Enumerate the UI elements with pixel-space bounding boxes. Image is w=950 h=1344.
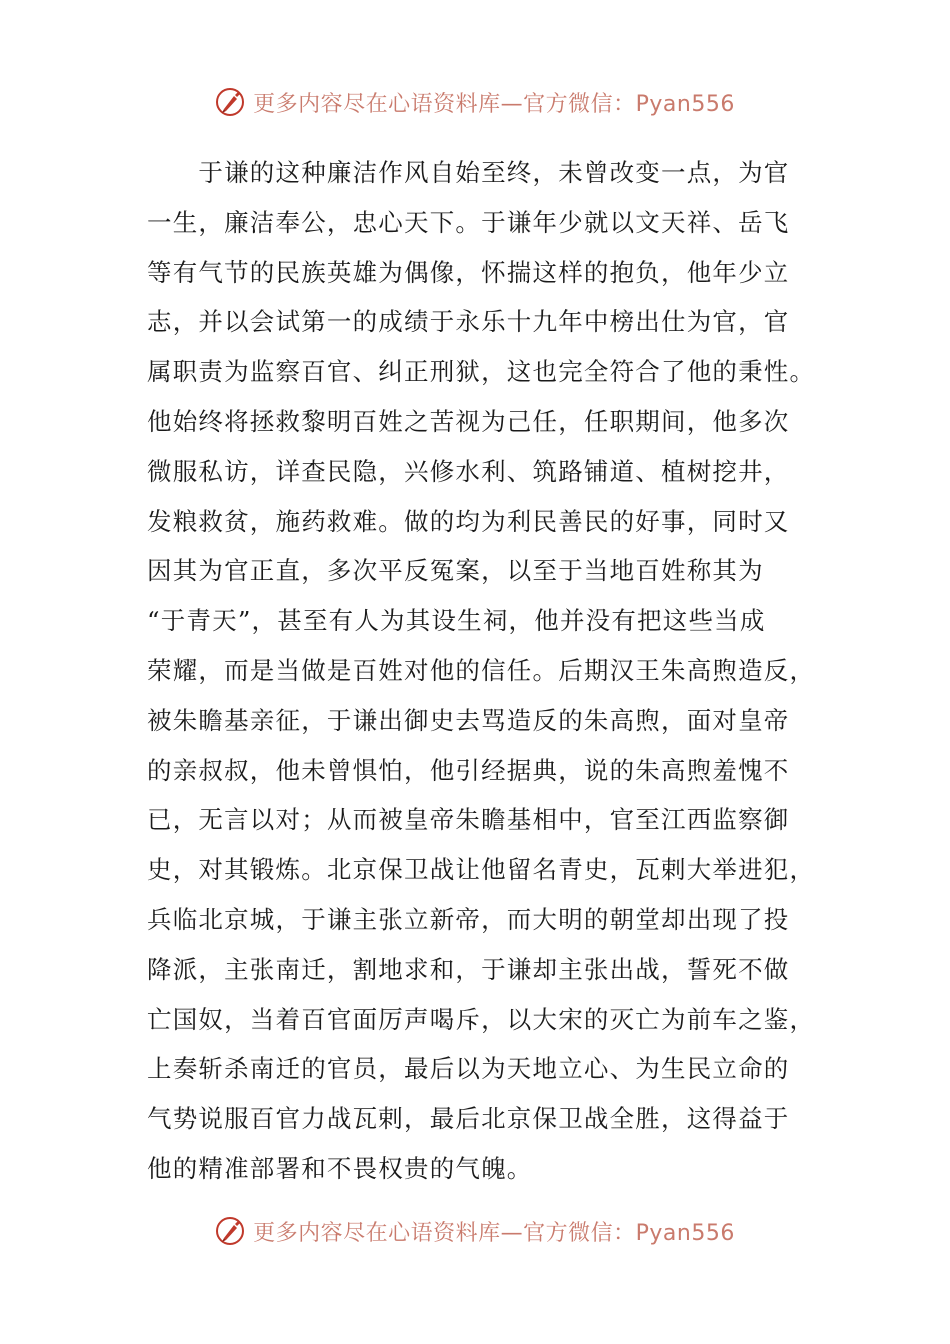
footer-banner-text: 更多内容尽在心语资料库—官方微信：Pyan556 <box>253 1220 735 1246</box>
text-line: 于谦的这种廉洁作风自始至终，未曾改变一点，为官 <box>147 158 790 187</box>
text-line: 降派，主张南迁，割地求和，于谦却主张出战，誓死不做 <box>147 954 790 984</box>
text-line: 发粮救贫，施药救难。做的均为利民善民的好事，同时又 <box>147 506 790 536</box>
text-line: 志，并以会试第一的成绩于永乐十九年中榜出仕为官，官 <box>147 307 790 337</box>
text-line: 他始终将拯救黎明百姓之苦视为己任，任职期间，他多次 <box>147 406 790 436</box>
text-line: 史，对其锻炼。北京保卫战让他留名青史，瓦剌大举进犯， <box>147 855 816 885</box>
text-line: 亡国奴，当着百官面厉声喝斥，以大宋的灭亡为前车之鉴， <box>147 1004 816 1034</box>
article-body <box>147 148 816 1194</box>
text-line: 因其为官正直，多次平反冤案，以至于当地百姓称其为 <box>147 556 764 586</box>
text-line: 他的精准部署和不畏权贵的气魄。 <box>147 1153 533 1183</box>
text-line: 等有气节的民族英雄为偶像，怀揣这样的抱负，他年少立 <box>147 257 790 287</box>
text-line: 已，无言以对；从而被皇帝朱瞻基相中，官至江西监察御 <box>147 805 790 835</box>
text-line: 荣耀，而是当做是百姓对他的信任。后期汉王朱高煦造反， <box>147 655 816 685</box>
text-line: 被朱瞻基亲征，于谦出御史去骂造反的朱高煦，面对皇帝 <box>147 705 790 735</box>
text-line: “于青天”，甚至有人为其设生祠，他并没有把这些当成 <box>147 606 766 636</box>
text-line: 的亲叔叔，他未曾惧怕，他引经据典，说的朱高煦羞愧不 <box>147 755 790 785</box>
text-line: 气势说服百官力战瓦剌，最后北京保卫战全胜，这得益于 <box>147 1104 790 1134</box>
text-line: 属职责为监察百官、纠正刑狱，这也完全符合了他的秉性。 <box>147 357 816 387</box>
header-banner-text: 更多内容尽在心语资料库—官方微信：Pyan556 <box>253 91 735 117</box>
header-banner <box>0 80 950 124</box>
text-line: 微服私访，详查民隐，兴修水利、筑路铺道、植树挖井， <box>147 456 790 486</box>
text-line: 一生，廉洁奉公，忠心天下。于谦年少就以文天祥、岳飞 <box>147 207 790 237</box>
text-line: 上奏斩杀南迁的官员，最后以为天地立心、为生民立命的 <box>147 1054 790 1084</box>
pen-nib-logo-icon <box>215 87 245 117</box>
text-line: 兵临北京城，于谦主张立新帝，而大明的朝堂却出现了投 <box>147 904 790 934</box>
pen-nib-logo-icon <box>215 1216 245 1246</box>
footer-banner <box>0 1209 950 1253</box>
